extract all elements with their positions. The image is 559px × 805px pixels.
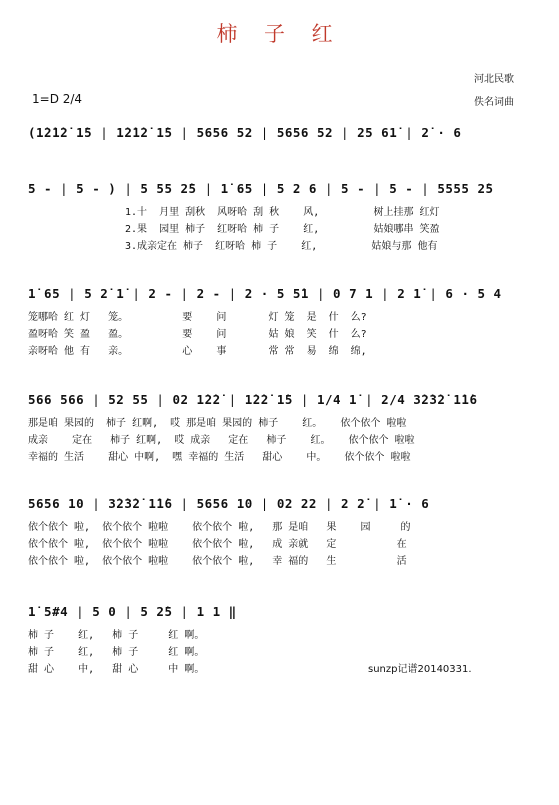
lyric-line: 成亲 定在 柿子 红啊, 哎 成亲 定在 柿子 红。 依个依个 啦啦 [28,435,415,446]
lyric-line: 亲呀哈 他 有 亲。 心 事 常 常 易 绵 绵, [28,346,367,357]
measure: | 2/4 3̇2̇3̇2̇ 1̇1̇6 [357,392,477,407]
measure: | 2̇ · 6 [397,125,461,140]
measure: | 5555 2̇5 [413,181,493,196]
lyric-line: 依个依个 啦, 依个依个 啦啦 依个依个 啦, 幸 福的 生 活 [28,556,407,567]
measure: | 2 2̇ [317,496,365,511]
measure: | 5 2 6 [253,181,317,196]
measure: (1̇2̇1̇2̇ 1̇5 [28,125,93,140]
lyric-line: 柿 子 红, 柿 子 红 啊。 [28,630,205,641]
lyric-line: 甜 心 中, 甜 心 中 啊。 [28,664,205,675]
measure: | 5 - ) [52,181,116,196]
measure: | 5656 52 [172,125,252,140]
lyric-line: 幸福的 生活 甜心 中啊, 嘿 幸福的 生活 甜心 中。 依个依个 啦啦 [28,452,411,463]
notation-row [28,125,538,140]
notation-row [28,392,538,407]
measure: | 2 - [124,286,172,301]
measure: | 2 · 5 5̇1 [221,286,309,301]
lyric-line: 那是咱 果园的 柿子 红啊, 哎 那是咱 果园的 柿子 红。 依个依个 啦啦 [28,418,407,429]
measure: | 1̇ 65 [197,181,253,196]
measure: | 1̇ · 6 [365,496,429,511]
lyric-line: 柿 子 红, 柿 子 红 啊。 [28,647,205,658]
measure: 5656 10 [28,496,85,511]
measure: | 1̇2̇2̇ 1̇5 [221,392,293,407]
lyric-line: 笼哪哈 红 灯 笼。 要 问 灯 笼 是 什 么? [28,312,367,323]
lyric-line: 依个依个 啦, 依个依个 啦啦 依个依个 啦, 成 亲就 定 在 [28,539,407,550]
measure: | 02 22 [253,496,317,511]
song-credit: 佚名词曲 [474,97,514,108]
measure: | 5 55 2̇5 [116,181,196,196]
measure: | 5 2̇ 1̇ [60,286,124,301]
notation-row [28,181,538,196]
measure: | 5656 10 [172,496,252,511]
measure: | 5 - [317,181,365,196]
lyric-line: 盈呀哈 笑 盈 盈。 要 问 姑 娘 笑 什 么? [28,329,367,340]
lyric-line: 依个依个 啦, 依个依个 啦啦 依个依个 啦, 那 是咱 果 园 的 [28,522,411,533]
lyric-line: 1.十 月里 刮秋 风呀哈 刮 秋 风, 树上挂那 红灯 [125,207,440,218]
song-title: 柿 子 红 [216,22,343,46]
song-origin: 河北民歌 [474,74,514,85]
measure: | 6 · 5 4 [421,286,501,301]
notation-row [28,496,538,511]
measure: | 1̇2̇1̇2̇ 1̇5 [92,125,172,140]
measure: | 5656 52 [253,125,333,140]
measure: | 0 7 1 [309,286,373,301]
measure: | 5 0 [68,604,116,619]
measure: | 1/4 1̇ [293,392,357,407]
notation-row [28,286,538,301]
measure: 566 566 [28,392,85,407]
measure: | 2 - [172,286,220,301]
measure: 1̇ 5#4 [28,604,69,619]
lyric-line: 3.成亲定在 柿子 红呀哈 柿 子 红, 姑娘与那 他有 [125,241,438,252]
measure: 5 - [28,181,53,196]
measure: | 2 1̇ [373,286,421,301]
measure: | 02 1̇2̇2̇ [148,392,220,407]
notation-row [28,604,538,619]
measure: 1̇ 65 [28,286,61,301]
measure: | 5 2̇5 [116,604,172,619]
measure: | 3̇2̇3̇2̇ 1̇1̇6 [84,496,172,511]
measure: | 5 - [365,181,413,196]
measure: | 1 1 ‖ [172,604,236,619]
transcriber-credit: sunzp记谱20140331. [368,664,472,675]
measure: | 25 61̇ [333,125,397,140]
measure: | 52 55 [84,392,148,407]
lyric-line: 2.果 园里 柿子 红呀哈 柿 子 红, 姑娘哪串 笑盈 [125,224,440,235]
key-signature: 1=D 2/4 [32,92,83,106]
